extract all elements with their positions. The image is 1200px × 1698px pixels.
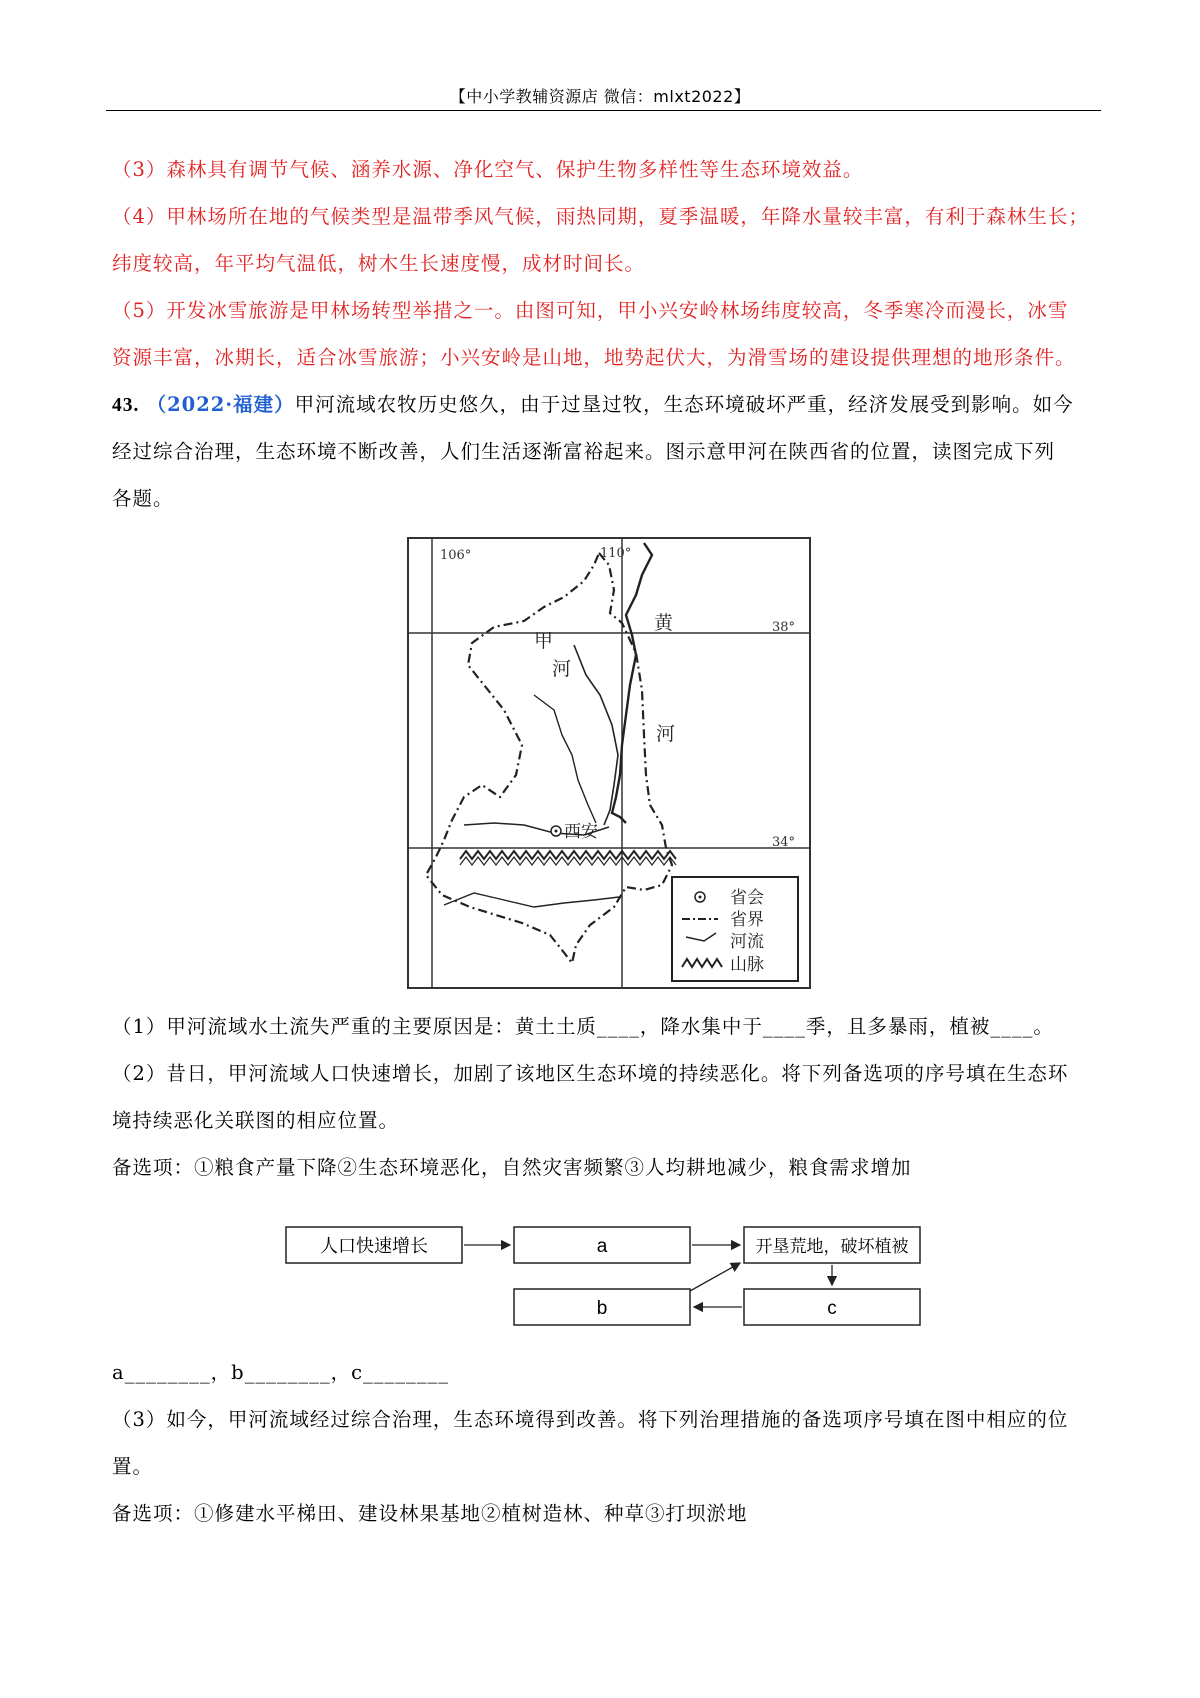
lon-label-106: 106° [440,548,472,563]
question-1: （1）甲河流域水土流失严重的主要原因是：黄土土质____，降水集中于____季，且多暴雨，植被____。 [112,1015,1054,1038]
box-reclaim-label: 开垦荒地，破坏植被 [755,1237,909,1257]
legend-river: 河流 [730,932,764,952]
shaanxi-map [404,535,814,990]
legend-capital: 省会 [730,888,764,908]
question-2-line1: （2）昔日，甲河流域人口快速增长，加剧了该地区生态环境的持续恶化。将下列备选项的序号填在生态环 [112,1062,1069,1085]
intro-text: 甲河流域农牧历史悠久，由于过垦过牧，生态环境破坏严重，经济发展受到影响。如今 [294,393,1074,416]
question-3-options: 备选项：①修建水平梯田、建设林果基地②植树造林、种草③打坝淤地 [112,1502,748,1525]
legend-boundary: 省界 [730,910,764,930]
question-source: （2022·福建） [146,393,295,416]
huang-label-1: 黄 [654,612,674,634]
answer-3: （3）森林具有调节气候、涵养水源、净化空气、保护生物多样性等生态环境效益。 [112,158,864,181]
huang-label-2: 河 [656,723,676,745]
flow-diagram [284,1215,944,1330]
question-43-intro-line1 [112,381,1097,429]
question-2-options: 备选项：①粮食产量下降②生态环境恶化，自然灾害频繁③人均耕地减少，粮食需求增加 [112,1156,912,1179]
question-number: 43. [112,395,140,416]
question-2-blanks: a________，b________，c________ [112,1361,450,1384]
question-2-line2: 境持续恶化关联图的相应位置。 [112,1109,400,1132]
lat-label-34: 34° [772,835,796,850]
city-label-xian: 西安 [564,822,598,842]
page-header: 【中小学教辅资源店 微信：mlxt2022】 [449,87,751,106]
box-a-label: a [596,1236,608,1257]
answer-5-line1: （5）开发冰雪旅游是甲林场转型举措之一。由图可知，甲小兴安岭林场纬度较高，冬季寒冷而漫长，冰雪 [112,299,1069,322]
legend-mountain: 山脉 [730,955,764,975]
box-population-label: 人口快速增长 [320,1236,428,1257]
question-3-line1: （3）如今，甲河流域经过综合治理，生态环境得到改善。将下列治理措施的备选项序号填在图中相应的位 [112,1408,1069,1431]
answer-5-line2: 资源丰富，冰期长，适合冰雪旅游；小兴安岭是山地，地势起伏大，为滑雪场的建设提供理想的地形条件。 [112,346,1076,369]
answer-4-line2: 纬度较高，年平均气温低，树木生长速度慢，成材时间长。 [112,252,646,275]
box-c-label: c [827,1298,837,1319]
lat-label-38: 38° [772,620,796,635]
shaanxi-map-figure [404,535,814,990]
question-43-intro-line3: 各题。 [112,487,174,510]
flow-svg [284,1215,944,1330]
answer-4-line1: （4）甲林场所在地的气候类型是温带季风气候，雨热同期，夏季温暖，年降水量较丰富，有利于森林生长； [112,205,1089,228]
question-3-line2: 置。 [112,1455,154,1478]
box-b-label: b [596,1298,608,1319]
jia-label-1: 甲 [534,630,554,652]
question-43-intro-line2: 经过综合治理，生态环境不断改善，人们生活逐渐富裕起来。图示意甲河在陕西省的位置，读图完成下列 [112,440,1056,463]
jia-label-2: 河 [552,658,572,680]
header-divider [106,110,1101,111]
arrow-b-to-reclaim [690,1263,740,1291]
lon-label-110: 110° [600,546,632,561]
